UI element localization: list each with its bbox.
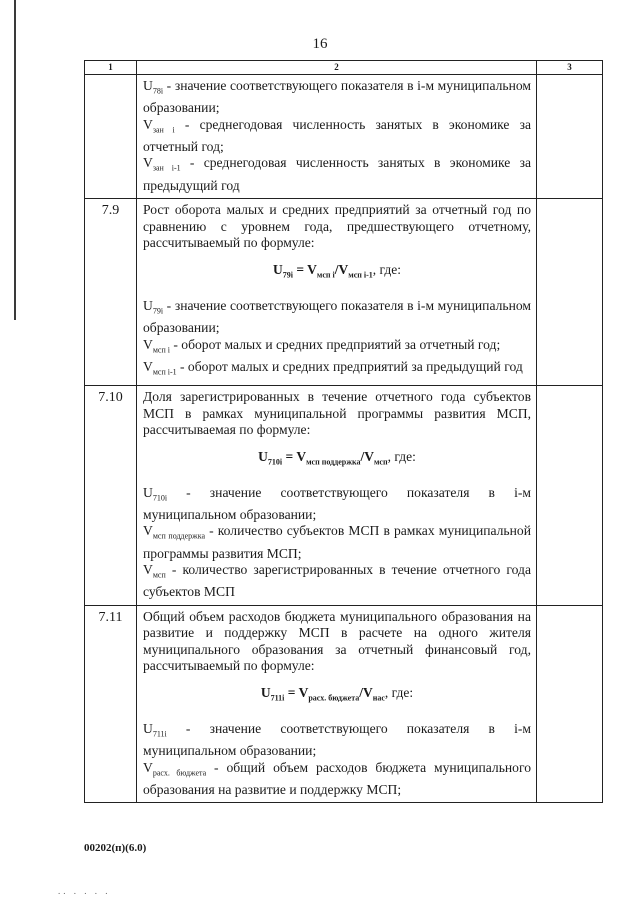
definition-line: $V_{мсп i}$ - оборот малых и средних предприятий за отчетный год; bbox=[143, 336, 501, 355]
definition-line: $V_{мсп поддержка}$ - количество субъектов МСП в рамках муниципальной программы развития МСП; bbox=[143, 523, 531, 561]
row-note-cell bbox=[537, 75, 603, 199]
page-number: 16 bbox=[312, 36, 328, 52]
definition-line: $U_{710i}$ - значение соответствующего показателя в i-м муниципальном образовании; bbox=[143, 484, 531, 522]
definition-line: $U_{711i}$ - значение соответствующего показателя в i-м муниципальном образовании; bbox=[143, 721, 531, 759]
table-row-7-9 bbox=[85, 199, 603, 386]
table-header-row bbox=[85, 61, 603, 75]
formula: $U_{711i} = V_{расх. бюджета}/V_{нас}$, где: bbox=[260, 684, 414, 703]
definition-line: $V_{зан i}$ - среднегодовая численность занятых в экономике за отчетный год; bbox=[143, 116, 531, 154]
definition-line: $V_{мсп i-1}$ - оборот малых и средних предприятий за предыдущий год bbox=[143, 358, 523, 377]
indicator-table bbox=[84, 60, 603, 803]
document-code: 00202(п)(6.0) bbox=[84, 842, 147, 854]
definition-line: $V_{мсп}$ - количество зарегистрированных в течение отчетного года субъектов МСП bbox=[143, 562, 531, 600]
indicator-description: Рост оборота малых и средних предприятий за отчетный год по сравнению с уровнем года, предшествующего отчетному, рассчитываемый по формуле: bbox=[143, 202, 531, 251]
indicator-description: Доля зарегистрированных в течение отчетного года субъектов МСП в рамках муниципальной программы развития МСП, рассчитываемая по формуле: bbox=[143, 389, 531, 437]
row-note-cell bbox=[537, 605, 603, 803]
header-col-3: 3 bbox=[537, 61, 603, 75]
row-number: 7.10 bbox=[85, 386, 137, 606]
table-row-continuation bbox=[85, 75, 603, 199]
formula: $U_{79i} = V_{мсп i}/V_{мсп i-1}$, где: bbox=[272, 261, 401, 280]
row-number: 7.9 bbox=[85, 199, 137, 386]
scan-marks: .. . . . . bbox=[58, 886, 111, 896]
table-row-7-11 bbox=[85, 605, 603, 803]
header-col-1: 1 bbox=[85, 61, 137, 75]
row-number: 7.11 bbox=[85, 605, 137, 803]
row-text-cell bbox=[137, 605, 537, 803]
row-text-cell bbox=[137, 75, 537, 199]
row-number-cell bbox=[85, 75, 137, 199]
row-note-cell bbox=[537, 386, 603, 606]
definition-line: $U_{79i}$ - значение соответствующего показателя в i-м муниципальном образовании; bbox=[143, 297, 531, 336]
header-col-2: 2 bbox=[137, 61, 537, 75]
row-text-cell bbox=[137, 386, 537, 606]
table-row-7-10 bbox=[85, 386, 603, 606]
definition-line: $V_{зан i-1}$ - среднегодовая численность занятых в экономике за предыдущий год bbox=[143, 155, 531, 193]
formula: $U_{710i} = V_{мсп поддержка}/V_{мсп}$, где: bbox=[258, 448, 416, 467]
row-text-cell bbox=[137, 199, 537, 386]
indicator-description: Общий объем расходов бюджета муниципального образования на развитие и поддержку МСП в расчете на одного жителя муниципального образования за отчетный финансовый год, рассчитываемый по формуле: bbox=[143, 608, 531, 674]
definition-line: $U_{78i}$ - значение соответствующего показателя в i-м муниципальном образовании; bbox=[143, 78, 531, 116]
definition-line: $V_{расх. бюджета}$ - общий объем расходов бюджета муниципального образования на развитие и поддержку МСП; bbox=[143, 759, 532, 797]
row-note-cell bbox=[537, 199, 603, 386]
